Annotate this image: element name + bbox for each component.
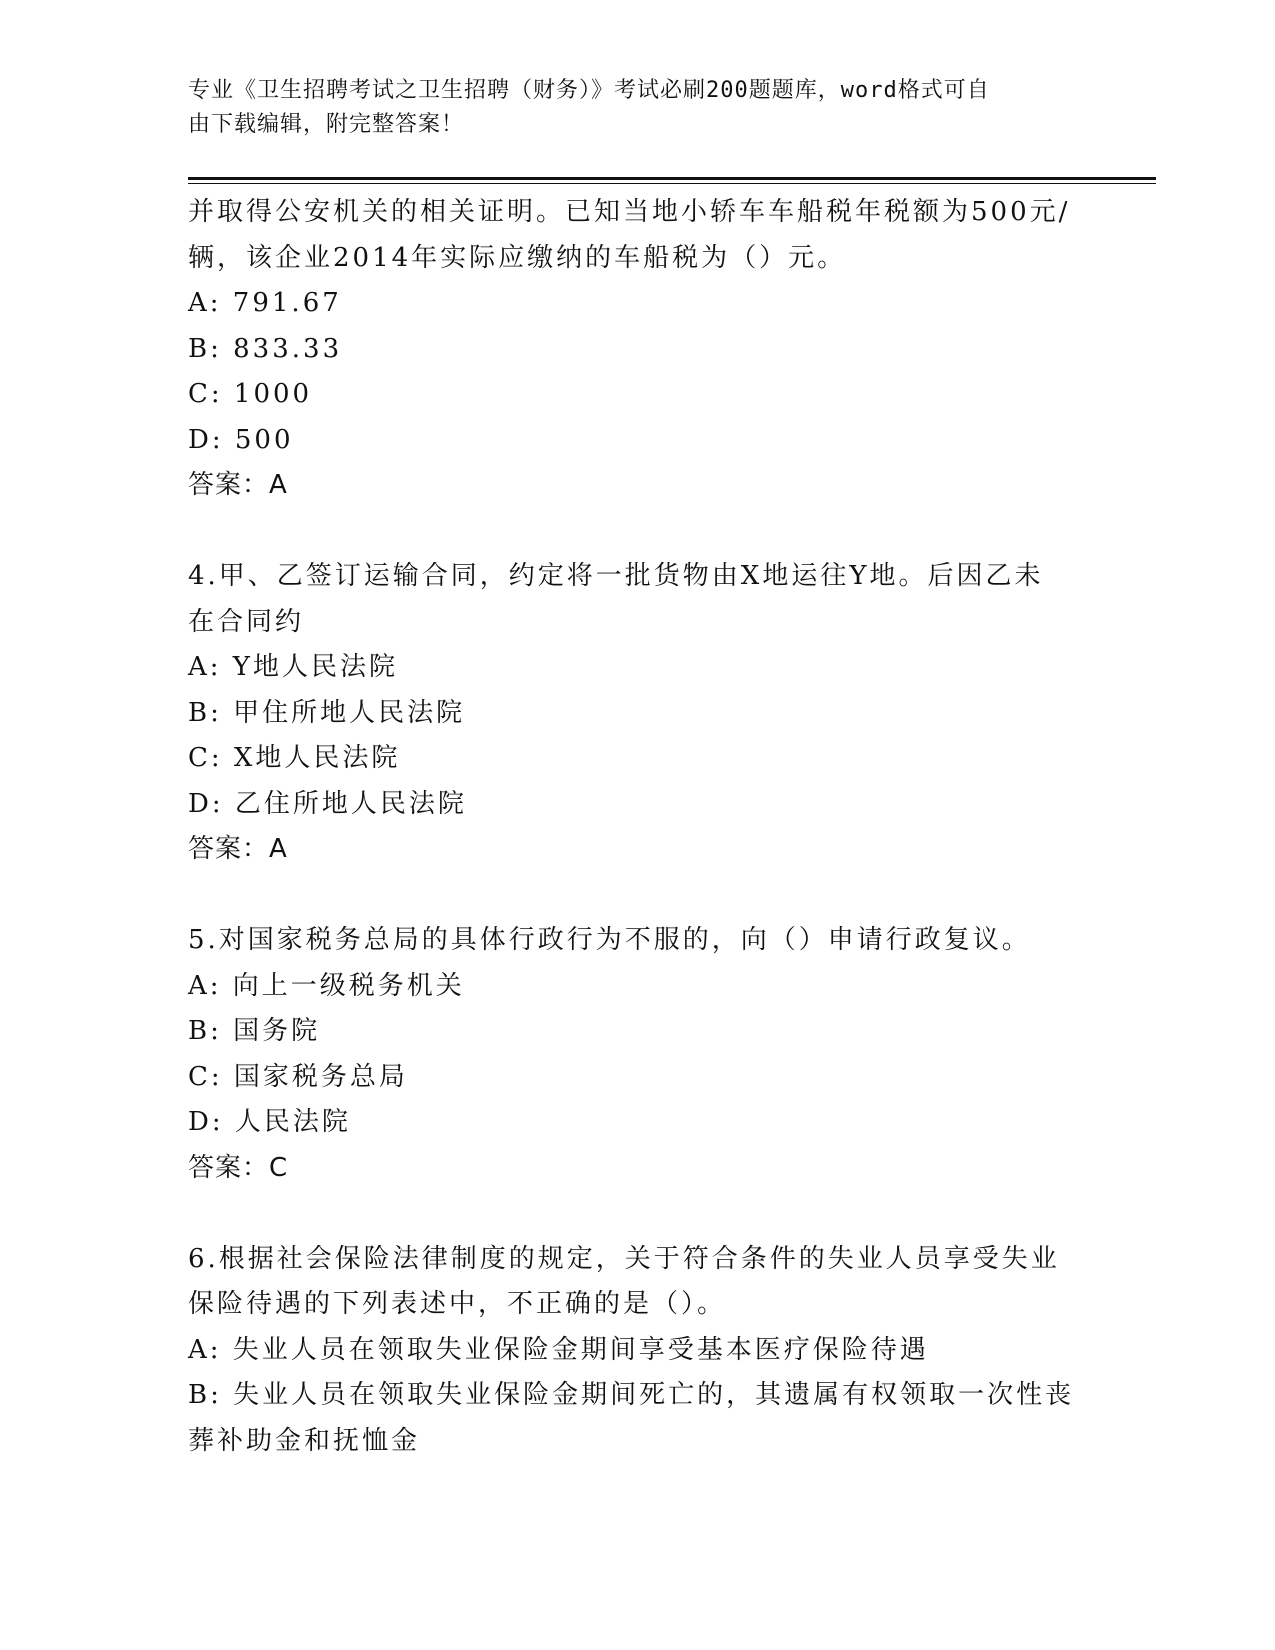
question-stem-line: 在合同约 [188,606,305,637]
question-4 [188,554,1088,873]
option-a: A: 失业人员在领取失业保险金期间享受基本医疗保险待遇 [188,1334,929,1365]
option-d: D: 乙住所地人民法院 [188,788,467,819]
option-a: A: Y地人民法院 [188,652,398,682]
question-stem-line: 6.根据社会保险法律制度的规定，关于符合条件的失业人员享受失业 [188,1243,1060,1274]
option-b: B: 甲住所地人民法院 [188,697,466,728]
question-6 [188,1237,1088,1465]
option-c: C: 国家税务总局 [188,1061,408,1092]
option-a: A: 791.67 [188,288,342,318]
document-body [188,190,1088,1464]
option-b: B: 国务院 [188,1016,321,1046]
question-5 [188,918,1088,1191]
answer: 答案：A [188,470,288,500]
answer: 答案：C [188,1152,289,1183]
answer: 答案：A [188,834,288,864]
option-d: D: 500 [188,424,294,455]
option-d: D: 人民法院 [188,1107,351,1137]
header-rule-thin [188,183,1156,184]
spacer [188,509,1088,555]
spacer [188,1191,1088,1237]
question-stem-line: 辆，该企业2014年实际应缴纳的车船税为（）元。 [188,242,847,273]
question-3 [188,190,1088,509]
option-a: A: 向上一级税务机关 [188,970,465,1001]
question-stem-line: 保险待遇的下列表述中，不正确的是（）。 [188,1289,727,1319]
spacer [188,873,1088,919]
question-stem-line: 5.对国家税务总局的具体行政行为不服的，向（）申请行政复议。 [188,925,1031,955]
option-b: B: 失业人员在领取失业保险金期间死亡的，其遗属有权领取一次性丧 [188,1380,1075,1410]
option-b: B: 833.33 [188,333,343,364]
question-stem-line: 4.甲、乙签订运输合同，约定将一批货物由X地运往Y地。后因乙未 [188,561,1044,591]
document-header [188,74,1068,142]
question-stem-line: 并取得公安机关的相关证明。已知当地小轿车车船税年税额为500元/ [188,197,1071,227]
header-line-1: 专业《卫生招聘考试之卫生招聘（财务）》考试必刷200题题库，word格式可自 [188,78,990,103]
option-c: C: 1000 [188,379,313,409]
option-b-continued: 葬补助金和抚恤金 [188,1425,421,1456]
option-c: C: X地人民法院 [188,743,401,773]
header-line-2: 由下载编辑，附完整答案！ [188,112,465,137]
header-rule-thick [188,177,1156,180]
